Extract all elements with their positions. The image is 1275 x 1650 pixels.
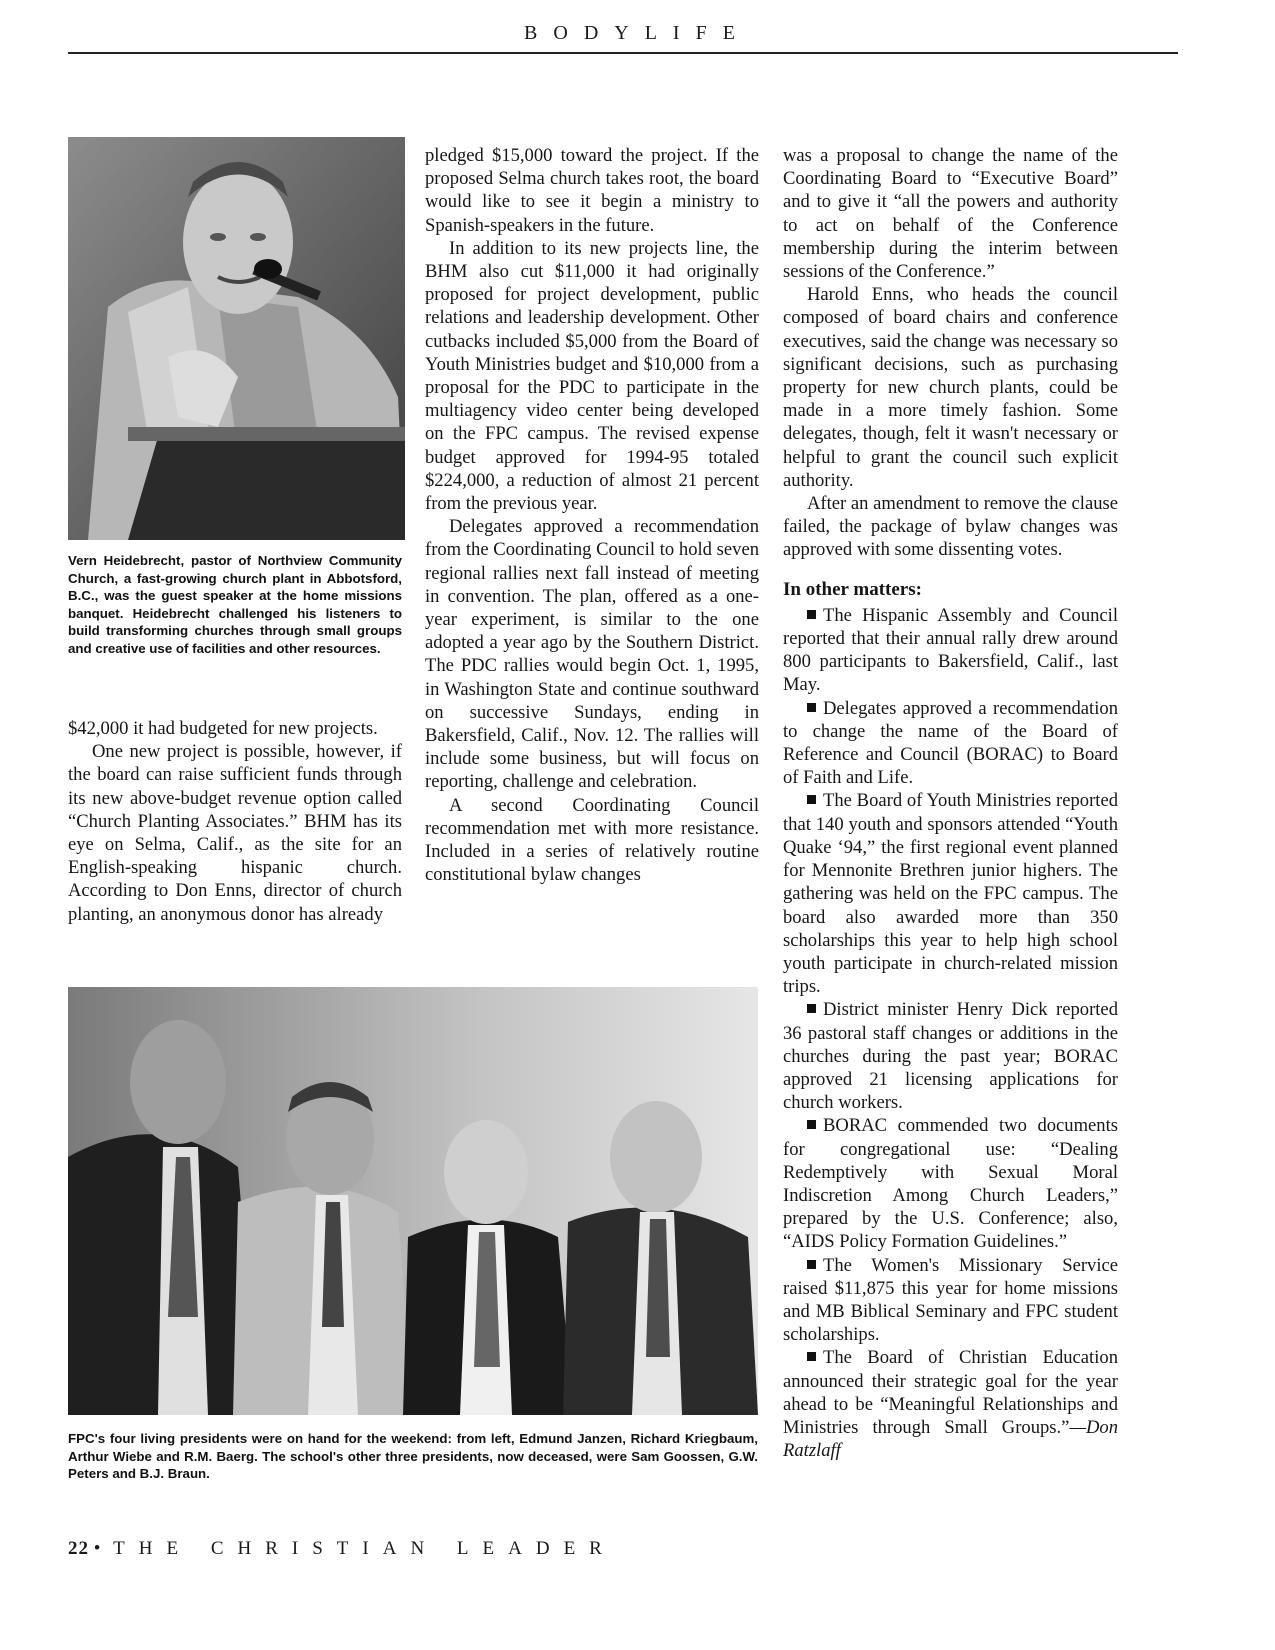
paragraph: In addition to its new projects line, the BHM also cut $11,000 it had originally proposed for project development, public relations and leadership development. Other cutbacks included $5,000 from the Board of Youth Ministries budget and $10,000 from a proposal for the PDC to participate in the multiagency video center being developed on the FPC campus. The revised expense budget approved for 1994-95 totaled $224,000, a reduction of almost 21 percent from the previous year. <box>425 237 759 515</box>
bullet-text: The Board of Youth Ministries reported that 140 youth and sponsors attended “Youth Quake ‘94,” the first regional event planned for Mennonite Brethren junior highers. The gathering was held on the FPC campus. The board also awarded more than 350 scholarships this year to help high school youth participate in church-related mission trips. <box>783 790 1118 998</box>
bullet-square-icon <box>807 610 816 619</box>
bullet-item <box>783 1254 1118 1347</box>
bullet-text: The Hispanic Assembly and Council reported that their annual rally drew around 800 participants to Bakersfield, Calif., last May. <box>783 604 1118 696</box>
paragraph: Harold Enns, who heads the council composed of board chairs and conference executives, said the change was necessary so significant decisions, such as purchasing property for new church plants, could be made in a more timely fashion. Some delegates, though, felt it wasn't necessary or helpful to grant the council such explicit authority. <box>783 284 1118 491</box>
bullet-square-icon <box>807 1120 816 1129</box>
paragraph: One new project is possible, however, if the board can raise sufficient funds through its new above-budget revenue option called “Church Planting Associates.” BHM has its eye on Selma, Calif., as the site for an English-speaking hispanic church. According to Don Enns, director of church planting, an anonymous donor has already <box>68 741 402 925</box>
paragraph: was a proposal to change the name of the Coordinating Board to “Executive Board” and to give it “all the powers and authority to act on behalf of the Conference membership during the interim between sessions of the Conference.” <box>783 145 1118 283</box>
page-number: 22 <box>68 1538 89 1559</box>
speaker-photo-image <box>68 137 405 540</box>
bullet-item <box>783 1114 1118 1253</box>
bullet-square-icon <box>807 1260 816 1269</box>
folio <box>68 1538 616 1560</box>
column-2 <box>425 144 759 887</box>
bullet-square-icon <box>807 703 816 712</box>
bullet-text: The Women's Missionary Service raised $11,875 this year for home missions and MB Biblical Seminary and FPC student scholarships. <box>783 1254 1118 1346</box>
header-rule <box>68 52 1178 54</box>
paragraph: After an amendment to remove the clause failed, the package of bylaw changes was approved with some dissenting votes. <box>783 493 1118 561</box>
bullet-item <box>783 697 1118 790</box>
bullet-item <box>783 998 1118 1114</box>
bullet-square-icon <box>807 795 816 804</box>
paragraph: pledged $15,000 toward the project. If the proposed Selma church takes root, the board would like to see it begin a ministry to Spanish-speakers in the future. <box>425 145 759 236</box>
presidents-photo-image <box>68 987 758 1415</box>
bullet-text: BORAC commended two documents for congregational use: “Dealing Redemptively with Sexual Moral Indiscretion Among Church Leaders,” prepared by the U.S. Conference; also, “AIDS Policy Formation Guidelines.” <box>783 1115 1118 1253</box>
bullet-square-icon <box>807 1004 816 1013</box>
paragraph: Delegates approved a recommendation from the Coordinating Council to hold seven regional rallies next fall instead of meeting in convention. The plan, offered as a one-year experiment, is similar to the one adopted a year ago by the Southern District. The PDC rallies would begin Oct. 1, 1995, in Washington State and continue southward on successive Sundays, ending in Bakersfield, Calif., Nov. 12. The rallies will include some business, but will focus on reporting, challenge and celebration. <box>425 516 759 793</box>
running-head: BODYLIFE <box>524 22 751 44</box>
bullet-square-icon <box>807 1352 816 1361</box>
subhead-other-matters: In other matters: <box>783 578 922 600</box>
column-3 <box>783 144 1118 1462</box>
paragraph: A second Coordinating Council recommendation met with more resistance. Included in a series of relatively routine constitutional bylaw changes <box>425 794 759 886</box>
author-signature: —Don Ratzlaff <box>783 1416 1118 1462</box>
paragraph: $42,000 it had budgeted for new projects. <box>68 718 378 739</box>
bullet-text: District minister Henry Dick reported 36 pastoral staff changes or additions in the churches during the past year; BORAC approved 21 licensing applications for church workers. <box>783 999 1118 1114</box>
bullet-item <box>783 789 1118 998</box>
magazine-name: THE CHRISTIAN LEADER <box>113 1538 616 1559</box>
bullet-text: Delegates approved a recommendation to change the name of the Board of Reference and Council (BORAC) to Board of Faith and Life. <box>783 697 1118 789</box>
bullet-text: The Board of Christian Education announced their strategic goal for the year ahead to be “Meaningful Relationships and Ministries through Small Groups.” <box>783 1347 1118 1438</box>
presidents-photo-caption: FPC's four living presidents were on hand for the weekend: from left, Edmund Janzen, Richard Kriegbaum, Arthur Wiebe and R.M. Baerg. The school's other three presidents, now deceased, were Sam Goossen, G.W. Peters and B.J. Braun. <box>68 1431 758 1481</box>
column-1 <box>68 717 402 926</box>
bullet-item <box>783 1346 1118 1462</box>
bullet-item <box>783 604 1118 697</box>
folio-separator: • <box>93 1538 101 1559</box>
presidents-photo <box>68 987 758 1415</box>
speaker-photo-caption: Vern Heidebrecht, pastor of Northview Community Church, a fast-growing church plant in Abbotsford, B.C., was the guest speaker at the home missions banquet. Heidebrecht challenged his listeners to build transforming churches through small groups and creative use of facilities and other resources. <box>68 553 402 656</box>
speaker-photo <box>68 137 405 540</box>
